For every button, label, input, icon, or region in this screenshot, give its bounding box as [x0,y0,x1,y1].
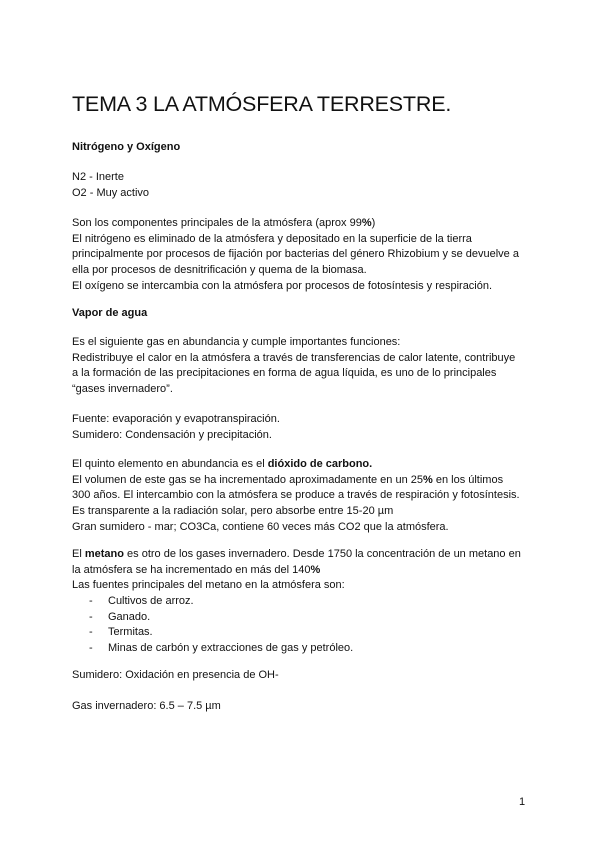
methane-line-3: Las fuentes principales del metano en la atmósfera son: [72,579,345,592]
methane-sink [72,668,532,684]
nitrogen-line-1: El nitrógeno es eliminado de la atmósfera y depositado en la superficie de la tierra [72,232,472,245]
nitrogen-line-2: principalmente por procesos de fijación por bacterias del género Rhizobium y se devuelve a [72,248,519,261]
paragraph-co2 [72,457,532,535]
heading-water-vapor: Vapor de agua [72,307,148,319]
water-source: Fuente: evaporación y evapotranspiración. [72,413,280,425]
paragraph-methane [72,547,532,594]
list-item: - Minas de carbón y extracciones de gas y petróleo. [72,641,532,657]
water-line-2: Redistribuye el calor en la atmósfera a través de transferencias de calor latente, contribuye [72,351,516,364]
co2-line-2: El volumen de este gas se ha incrementado aproximadamente en un 25% en los últimos [72,473,504,486]
water-source-sink [72,412,532,443]
water-line-1: Es el siguiente gas en abundancia y cumple importantes funciones: [72,336,401,348]
water-line-4: “gases invernadero”. [72,383,173,396]
methane-greenhouse-line: Gas invernadero: 6.5 – 7.5 µm [72,700,221,712]
gas-o2: O2 - Muy activo [72,186,150,199]
page-title: TEMA 3 LA ATMÓSFERA TERRESTRE. [72,92,452,116]
bullet-dash: - [89,610,93,623]
bullet-dash: - [89,626,93,639]
paragraph-components [72,216,532,294]
methane-line-1: El metano es otro de los gases invernadero. Desde 1750 la concentración de un metano en [72,548,521,560]
bullet-dash: - [89,642,93,655]
methane-line-2: la atmósfera se ha incrementado en más del 140% [72,563,321,576]
heading-nitrogen-oxygen: Nitrógeno y Oxígeno [72,141,181,153]
water-line-3: a la formación de las precipitaciones en forma de agua líquida, es uno de lo principales [72,367,497,380]
methane-sources-list [72,594,532,657]
gas-list [72,170,532,201]
list-item: - Ganado. [72,610,532,626]
methane-greenhouse [72,699,532,715]
list-item: - Cultivos de arroz. [72,594,532,610]
page-number: 1 [519,796,526,808]
co2-line-1: El quinto elemento en abundancia es el dióxido de carbono. [72,458,373,470]
co2-line-4: Es transparente a la radiación solar, pero absorbe entre 15-20 µm [72,505,394,518]
bullet-dash: - [89,595,93,607]
co2-line-3: 300 años. El intercambio con la atmósfera se produce a través de respiración y fotosíntesis. [72,489,520,502]
oxygen-line: El oxígeno se intercambia con la atmósfera por procesos de fotosíntesis y respiración. [72,279,493,292]
gas-n2: N2 - Inerte [72,171,124,183]
methane-sink-line: Sumidero: Oxidación en presencia de OH- [72,669,279,681]
list-item: - Termitas. [72,625,532,641]
co2-line-5: Gran sumidero - mar; CO3Ca, contiene 60 veces más CO2 que la atmósfera. [72,520,449,533]
components-line: Son los componentes principales de la atmósfera (aprox 99%) [72,217,376,229]
paragraph-water-vapor [72,335,532,398]
nitrogen-line-3: ella por procesos de desnitrificación y quema de la biomasa. [72,264,367,277]
water-sink: Sumidero: Condensación y precipitación. [72,428,272,441]
